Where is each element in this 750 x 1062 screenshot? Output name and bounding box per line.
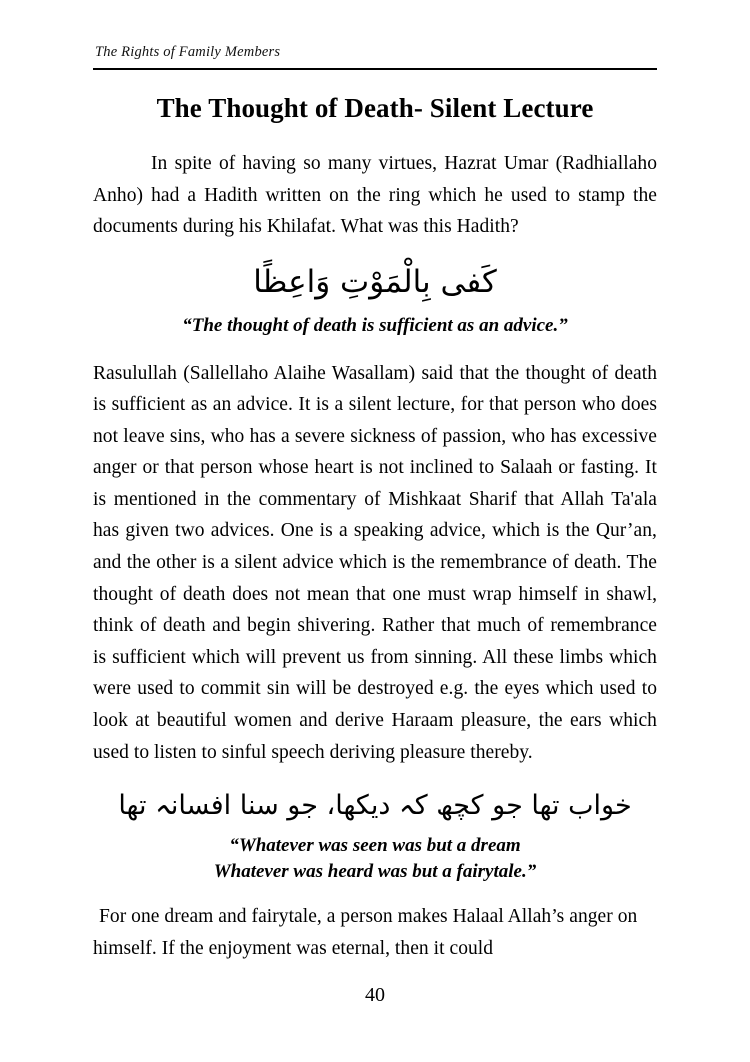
page-title: The Thought of Death- Silent Lecture bbox=[156, 93, 594, 124]
arabic-quote-first: كَفى بِالْمَوْتِ وَاعِظًا bbox=[253, 263, 497, 300]
running-header: The Rights of Family Members bbox=[95, 44, 281, 60]
paragraph-closing: For one dream and fairytale, a person makes Halaal Allah’s anger on himself. If the enjoyment was eternal, then it could bbox=[93, 906, 638, 959]
translation-second-line-2: Whatever was heard was but a fairytale.” bbox=[213, 860, 537, 882]
translation-second bbox=[93, 833, 657, 885]
translation-second-line-1: “Whatever was seen was but a dream bbox=[229, 834, 521, 856]
paragraph-intro: In spite of having so many virtues, Hazrat Umar (Radhiallaho Anho) had a Hadith written on the ring which he used to stamp the documents during his Khilafat. What was this Hadith? bbox=[93, 153, 657, 238]
arabic-quote-second: خواب تھا جو کچھ کہ دیکھا، جو سنا افسانہ تھا bbox=[118, 790, 632, 822]
page-content bbox=[93, 44, 657, 964]
header-divider bbox=[93, 68, 657, 70]
page-number: 40 bbox=[365, 984, 385, 1006]
translation-first: “The thought of death is sufficient as an advice.” bbox=[182, 315, 568, 337]
paragraph-main: Rasulullah (Sallellaho Alaihe Wasallam) said that the thought of death is sufficient as an advice. It is a silent lecture, for that person who does not leave sins, who has a severe sickness of passion, who has excessive anger or that person whose heart is not inclined to Salaah or fasting. It is mentioned in the commentary of Mishkaat Sharif that Allah Ta'ala has given two advices. One is a speaking advice, which is the Qur’an, and the other is a silent advice which is the remembrance of death. The thought of death does not mean that one must wrap himself in shawl, think of death and begin shivering. Rather that much of remembrance is sufficient which will prevent us from sinning. All these limbs which were used to commit sin will be destroyed e.g. the eyes which used to look at beautiful women and derive Haraam pleasure, the ears which used to listen to sinful speech deriving pleasure thereby. bbox=[93, 362, 657, 763]
